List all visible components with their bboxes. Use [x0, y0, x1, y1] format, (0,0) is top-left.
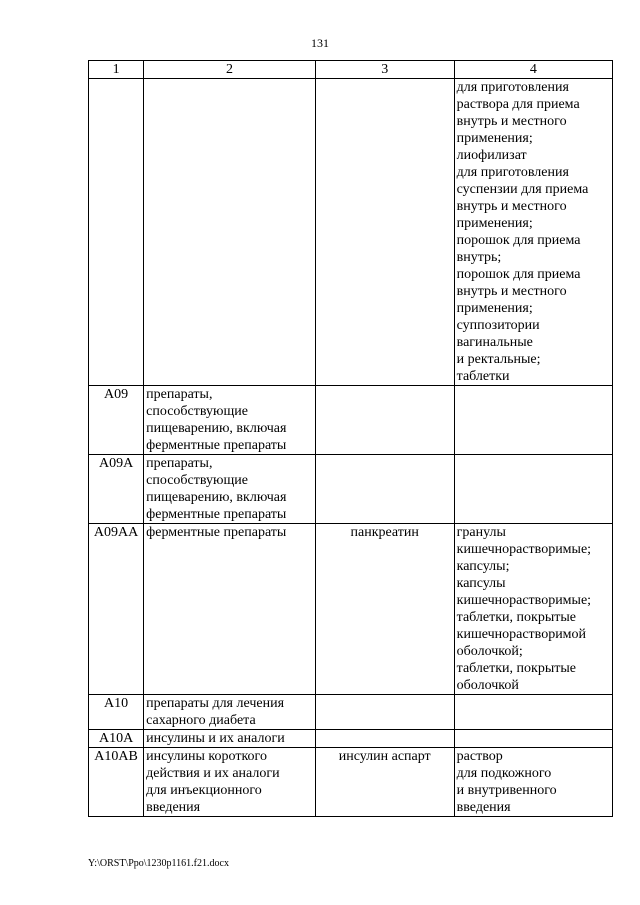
group-name-line: сахарного диабета: [146, 713, 256, 728]
substance-cell: инсулин аспарт: [315, 748, 454, 817]
dosage-forms-line: для подкожного: [456, 766, 552, 781]
table-row: [89, 748, 613, 817]
dosage-forms-line: вагинальные: [456, 335, 533, 350]
dosage-forms-line: и внутривенного: [456, 783, 557, 798]
dosage-forms-line: внутрь и местного: [456, 114, 567, 129]
dosage-forms-line: применения;: [456, 131, 533, 146]
dosage-forms-line: раствор: [456, 749, 503, 764]
dosage-forms-cell: [454, 386, 612, 455]
group-name-line: препараты,: [146, 387, 213, 402]
substance-cell: панкреатин: [315, 524, 454, 695]
group-name-cell: [144, 455, 316, 524]
dosage-forms-line: применения;: [456, 301, 533, 316]
group-name-line: инсулины и их аналоги: [146, 731, 285, 746]
drug-classification-table: [88, 60, 613, 817]
group-name-line: пищеварению, включая: [146, 490, 287, 505]
dosage-forms-line: суспензии для приема: [456, 182, 589, 197]
atc-code-cell: A09AA: [89, 524, 144, 695]
atc-code-cell: A10: [89, 695, 144, 730]
group-name-cell: [144, 386, 316, 455]
dosage-forms-line: таблетки, покрытые: [456, 610, 576, 625]
dosage-forms-line: и ректальные;: [456, 352, 541, 367]
dosage-forms-cell: [454, 455, 612, 524]
dosage-forms-line: кишечнорастворимые;: [456, 593, 592, 608]
substance-cell: [315, 695, 454, 730]
table-row: [89, 695, 613, 730]
group-name-cell: [144, 79, 316, 386]
atc-code-cell: [89, 79, 144, 386]
dosage-forms-line: капсулы: [456, 576, 506, 591]
dosage-forms-line: введения: [456, 800, 511, 815]
group-name-line: препараты для лечения: [146, 696, 285, 711]
group-name-cell: [144, 730, 316, 748]
dosage-forms-line: гранулы: [456, 525, 506, 540]
group-name-line: инсулины короткого: [146, 749, 267, 764]
atc-code-cell: A10A: [89, 730, 144, 748]
dosage-forms-cell: [454, 524, 612, 695]
dosage-forms-line: суппозитории: [456, 318, 540, 333]
group-name-cell: [144, 524, 316, 695]
group-name-line: способствующие: [146, 473, 248, 488]
group-name-line: введения: [146, 800, 201, 815]
group-name-cell: [144, 748, 316, 817]
table-row: [89, 730, 613, 748]
substance-cell: [315, 386, 454, 455]
header-col-1: 1: [89, 61, 144, 79]
dosage-forms-line: для приготовления: [456, 165, 569, 180]
header-col-3: 3: [315, 61, 454, 79]
dosage-forms-line: таблетки: [456, 369, 510, 384]
dosage-forms-line: внутрь;: [456, 250, 502, 265]
dosage-forms-cell: [454, 79, 612, 386]
table-row: [89, 386, 613, 455]
file-path-footer: Y:\ORST\Ppo\1230p1161.f21.docx: [88, 858, 229, 869]
dosage-forms-line: лиофилизат: [456, 148, 527, 163]
group-name-line: для инъекционного: [146, 783, 262, 798]
dosage-forms-line: оболочкой;: [456, 644, 523, 659]
table-row: [89, 79, 613, 386]
dosage-forms-line: кишечнорастворимые;: [456, 542, 592, 557]
dosage-forms-line: раствора для приема: [456, 97, 580, 112]
table-row: [89, 455, 613, 524]
dosage-forms-line: капсулы;: [456, 559, 510, 574]
header-col-4: 4: [454, 61, 612, 79]
group-name-line: ферментные препараты: [146, 438, 287, 453]
group-name-line: действия и их аналоги: [146, 766, 280, 781]
dosage-forms-line: оболочкой: [456, 678, 519, 693]
dosage-forms-line: внутрь и местного: [456, 284, 567, 299]
table-row: [89, 524, 613, 695]
group-name-line: ферментные препараты: [146, 525, 287, 540]
dosage-forms-line: внутрь и местного: [456, 199, 567, 214]
substance-cell: [315, 730, 454, 748]
dosage-forms-line: таблетки, покрытые: [456, 661, 576, 676]
header-col-2: 2: [144, 61, 316, 79]
dosage-forms-cell: [454, 730, 612, 748]
table-header-row: [89, 61, 613, 79]
dosage-forms-cell: [454, 695, 612, 730]
dosage-forms-line: порошок для приема: [456, 267, 581, 282]
dosage-forms-line: порошок для приема: [456, 233, 581, 248]
dosage-forms-line: кишечнорастворимой: [456, 627, 587, 642]
atc-code-cell: A09: [89, 386, 144, 455]
group-name-line: способствующие: [146, 404, 248, 419]
atc-code-cell: A09A: [89, 455, 144, 524]
group-name-line: препараты,: [146, 456, 213, 471]
substance-cell: [315, 455, 454, 524]
dosage-forms-line: для приготовления: [456, 80, 569, 95]
group-name-cell: [144, 695, 316, 730]
page-number: 131: [311, 36, 329, 50]
group-name-line: пищеварению, включая: [146, 421, 287, 436]
atc-code-cell: A10AB: [89, 748, 144, 817]
substance-cell: [315, 79, 454, 386]
dosage-forms-line: применения;: [456, 216, 533, 231]
dosage-forms-cell: [454, 748, 612, 817]
group-name-line: ферментные препараты: [146, 507, 287, 522]
